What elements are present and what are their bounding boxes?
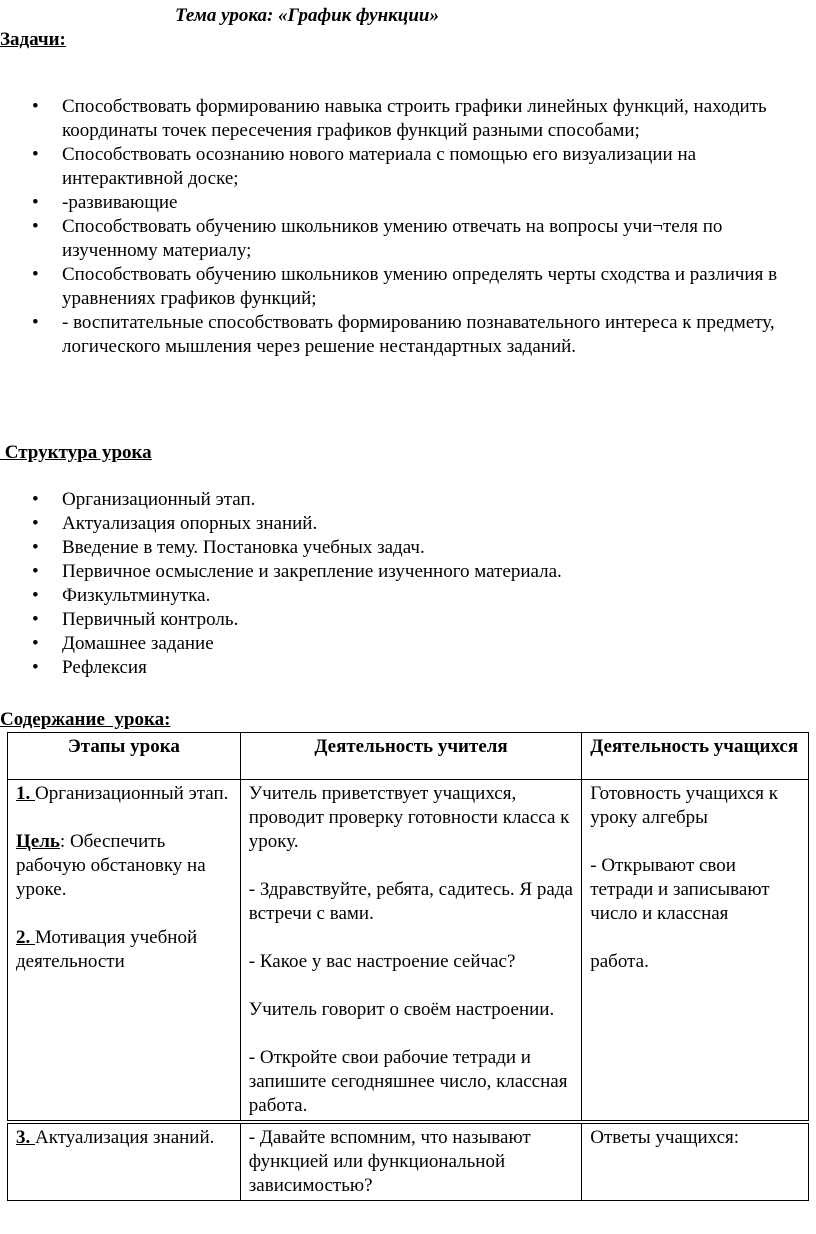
bullet-icon: • <box>32 561 39 582</box>
bullet-icon: • <box>32 609 39 630</box>
list-item: • Введение в тему. Постановка учебных задач. <box>32 537 425 558</box>
list-item: • Физкультминутка. <box>32 585 211 606</box>
bullet-icon: • <box>32 264 39 285</box>
table-row <box>8 1122 809 1201</box>
list-item: • Актуализация опорных знаний. <box>32 513 318 534</box>
column-header: Деятельность учителя <box>240 733 581 780</box>
table-header-row <box>8 733 809 780</box>
list-item: • Домашнее задание <box>32 633 214 654</box>
teacher-cell: - Давайте вспомним, что называют функцией или функциональной зависимостью? <box>240 1122 581 1201</box>
lesson-title: Тема урока: «График функции» <box>175 5 439 26</box>
tasks-heading: Задачи: <box>0 29 66 50</box>
bullet-icon: • <box>32 513 39 534</box>
bullet-icon: • <box>32 633 39 654</box>
students-cell: Ответы учащихся: <box>582 1122 809 1201</box>
column-header: Этапы урока <box>8 733 241 780</box>
list-item: • Способствовать обучению школьников умению отвечать на вопросы учи¬теля по изученному материалу; <box>32 216 723 261</box>
bullet-icon: • <box>32 312 39 333</box>
list-item: • -развивающие <box>32 192 178 213</box>
structure-heading: Структура урока <box>0 442 152 463</box>
tasks-list <box>0 95 816 359</box>
list-item: • - воспитательные способствовать формированию познавательного интереса к предмету, логического мышления через решение нестандартных заданий. <box>32 312 775 357</box>
content-heading: Содержание урока: <box>0 709 171 730</box>
teacher-cell: Учитель приветствует учащихся, проводит проверку готовности класса к уроку. - Здравствуйте, ребята, садитесь. Я рада встречи с вами. - Какое у вас настроение сейчас? Учитель говорит о своём настроении. - Откройте свои рабочие тетради и запишите сегодняшнее число, классная работа. <box>240 780 581 1123</box>
students-cell: Готовность учащихся к уроку алгебры - Открывают свои тетради и записывают число и классная работа. <box>582 780 809 1123</box>
bullet-icon: • <box>32 216 39 237</box>
bullet-icon: • <box>32 144 39 165</box>
column-header: Деятельность учащихся <box>582 733 809 780</box>
bullet-icon: • <box>32 489 39 510</box>
stage-cell: 3. Актуализация знаний. <box>8 1122 241 1201</box>
list-item: • Первичный контроль. <box>32 609 239 630</box>
structure-list <box>0 488 816 680</box>
table-row <box>8 780 809 1123</box>
bullet-icon: • <box>32 537 39 558</box>
list-item: • Организационный этап. <box>32 489 256 510</box>
bullet-icon: • <box>32 585 39 606</box>
bullet-icon: • <box>32 657 39 678</box>
list-item: • Способствовать формированию навыка строить графики линейных функций, находить координаты точек пересечения графиков функций разными способами; <box>32 96 767 141</box>
bullet-icon: • <box>32 192 39 213</box>
list-item: • Способствовать осознанию нового материала с помощью его визуализации на интерактивной доске; <box>32 144 697 189</box>
stage-cell: 1. Организационный этап. Цель: Обеспечить рабочую обстановку на уроке. 2. Мотивация учебной деятельности <box>8 780 241 1123</box>
list-item: • Рефлексия <box>32 657 147 678</box>
list-item: • Способствовать обучению школьников умению определять черты сходства и различия в уравнениях графиков функций; <box>32 264 778 309</box>
lesson-table <box>7 732 809 1201</box>
bullet-icon: • <box>32 96 39 117</box>
list-item: • Первичное осмысление и закрепление изученного материала. <box>32 561 562 582</box>
